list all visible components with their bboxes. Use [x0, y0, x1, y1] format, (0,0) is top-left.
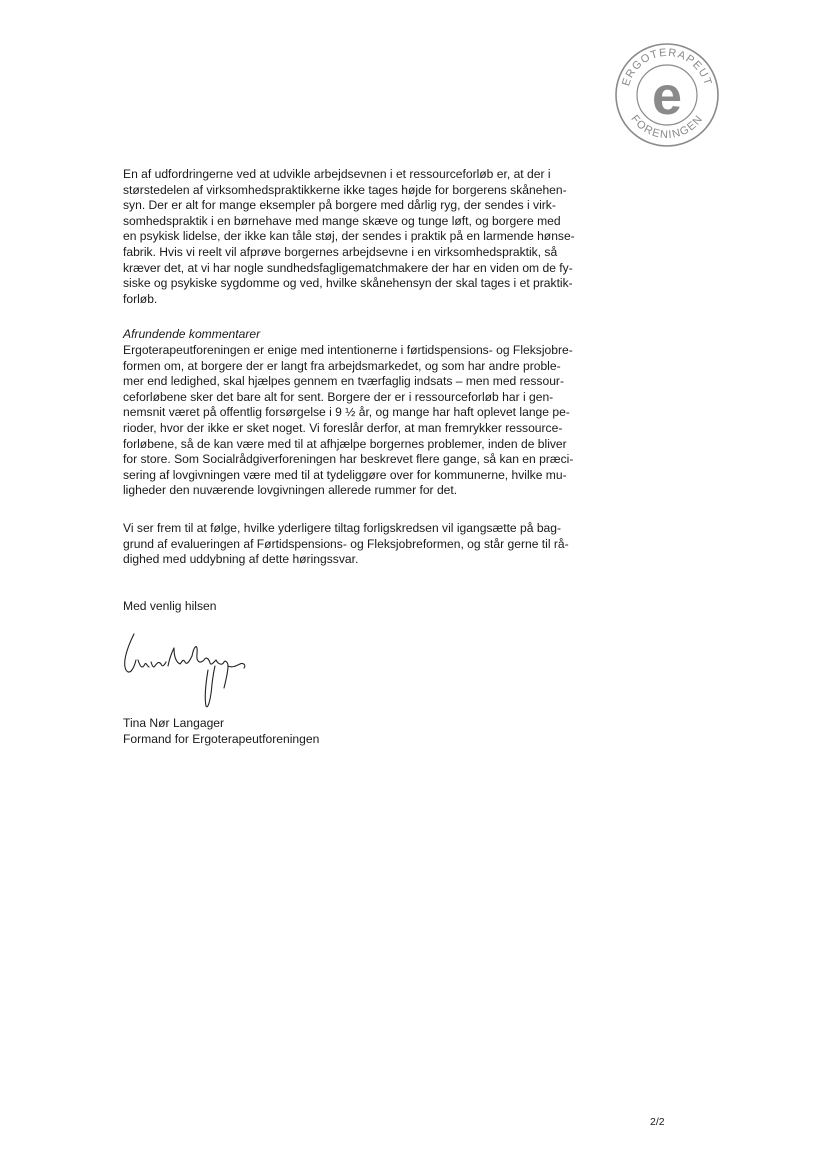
section-heading: Afrundende kommentarer [123, 327, 261, 341]
text-line: Ergoterapeutforeningen er enige med intentionerne i førtidspensions- og Fleksjobre- [123, 343, 573, 357]
text-line: fabrik. Hvis vi reelt vil afprøve borgernes arbejdsevne i en virksomhedspraktik, så [123, 244, 558, 259]
text-line: En af udfordringerne ved at udvikle arbejdsevnen i et ressourceforløb er, at der i [123, 167, 551, 181]
text-line: mer end ledighed, skal hjælpes gennem en tværfaglig indsats – men med ressour- [123, 374, 564, 389]
text-line: syn. Der er alt for mange eksempler på borgere med dårlig ryg, der sendes i virk- [123, 198, 556, 213]
text-line: dighed med uddybning af dette høringssvar. [123, 552, 359, 567]
logo-ring-top-text: ERGOTERAPEUT [620, 46, 714, 88]
text-line: grund af evalueringen af Førtidspensions- og Fleksjobreformen, og står gerne til rå- [123, 536, 569, 551]
handwritten-signature-icon [118, 626, 250, 712]
signer-block [123, 716, 319, 747]
logo-ring-bottom-text: FORENINGEN [628, 112, 706, 142]
text-line: en psykisk lidelse, der ikke kan tåle støj, der sendes i praktik på en larmende hønse- [123, 229, 575, 244]
signer-name: Tina Nør Langager [123, 716, 225, 730]
page-number: 2/2 [650, 1116, 665, 1128]
ergoterapeut-foreningen-logo-icon [614, 42, 720, 148]
text-line: forløbene, så de kan være med til at afhjælpe borgernes problemer, inden de bliver [123, 436, 567, 451]
text-line: siske og psykiske sygdomme og ved, hvilke skånehensyn der skal tages i et praktik- [123, 276, 573, 291]
closing-greeting: Med venlig hilsen [123, 599, 217, 613]
text-line: Vi ser frem til at følge, hvilke yderligere tiltag forligskredsen vil igangsætte på bag- [123, 521, 562, 535]
paragraph-closing-comments [123, 343, 643, 499]
text-line: nemsnit været på offentlig forsørgelse i 9 ½ år, og mange har haft oplevet lange pe- [123, 405, 570, 420]
text-line: rioder, hvor der ikke er sket noget. Vi foreslår derfor, at man fremrykker ressource- [123, 420, 563, 435]
text-line: for store. Som Socialrådgiverforeningen har beskrevet flere gange, så kan en præci- [123, 452, 574, 467]
text-line: somhedspraktik i en børnehave med mange skæve og tunge løft, og borgere med [123, 213, 561, 228]
logo-letter: e [651, 66, 683, 126]
text-line: sering af lovgivningen være med til at tydeliggøre over for kommunerne, hvilke mu- [123, 467, 567, 482]
text-line: ceforløbene sker det bare alt for sent. Borgere der er i ressourceforløb har i gen- [123, 389, 554, 404]
paragraph-challenges [123, 167, 643, 307]
text-line: ligheder den nuværende lovgivningen allerede rummer for det. [123, 483, 458, 498]
text-line: kræver det, at vi har nogle sundhedsfagligematchmakere der har en viden om de fy- [123, 260, 573, 275]
signer-title: Formand for Ergoterapeutforeningen [123, 731, 320, 746]
paragraph-outlook [123, 521, 643, 568]
text-line: formen om, at borgere der er langt fra arbejdsmarkedet, og som har andre proble- [123, 358, 561, 373]
text-line: forløb. [123, 291, 158, 306]
text-line: størstedelen af virksomhedspraktikkerne ikke tages højde for borgerens skånehen- [123, 182, 567, 197]
